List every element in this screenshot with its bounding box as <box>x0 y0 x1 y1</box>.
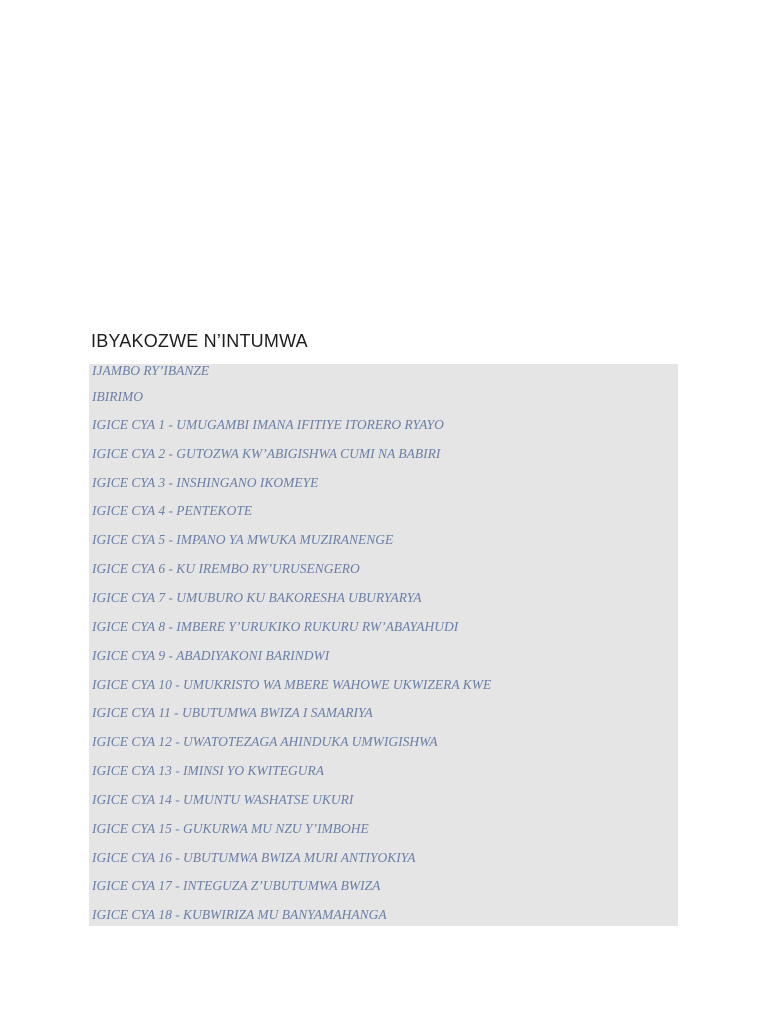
toc-link-contents[interactable]: IBIRIMO <box>92 389 143 404</box>
toc-link-chapter-9[interactable]: IGICE CYA 9 - ABADIYAKONI BARINDWI <box>92 648 330 663</box>
toc-link-chapter-3[interactable]: IGICE CYA 3 - INSHINGANO IKOMEYE <box>92 475 319 490</box>
document-title: IBYAKOZWE N’INTUMWA <box>91 331 308 351</box>
toc-link-chapter-15[interactable]: IGICE CYA 15 - GUKURWA MU NZU Y’IMBOHE <box>92 821 369 836</box>
toc-link-chapter-14[interactable]: IGICE CYA 14 - UMUNTU WASHATSE UKURI <box>92 792 354 807</box>
toc-link-chapter-8[interactable]: IGICE CYA 8 - IMBERE Y’URUKIKO RUKURU RW’ABAYAHUDI <box>92 619 459 634</box>
toc-link-chapter-7[interactable]: IGICE CYA 7 - UMUBURO KU BAKORESHA UBURYARYA <box>92 590 422 605</box>
table-of-contents <box>89 364 678 926</box>
toc-link-chapter-2[interactable]: IGICE CYA 2 - GUTOZWA KW’ABIGISHWA CUMI NA BABIRI <box>92 446 441 461</box>
toc-link-chapter-6[interactable]: IGICE CYA 6 - KU IREMBO RY’URUSENGERO <box>92 561 360 576</box>
toc-link-chapter-18[interactable]: IGICE CYA 18 - KUBWIRIZA MU BANYAMAHANGA <box>92 907 387 922</box>
toc-link-chapter-16[interactable]: IGICE CYA 16 - UBUTUMWA BWIZA MURI ANTIYOKIYA <box>92 850 416 865</box>
toc-link-chapter-4[interactable]: IGICE CYA 4 - PENTEKOTE <box>92 503 253 518</box>
toc-link-chapter-5[interactable]: IGICE CYA 5 - IMPANO YA MWUKA MUZIRANENGE <box>92 532 394 547</box>
toc-link-chapter-11[interactable]: IGICE CYA 11 - UBUTUMWA BWIZA I SAMARIYA <box>92 705 373 720</box>
toc-link-chapter-13[interactable]: IGICE CYA 13 - IMINSI YO KWITEGURA <box>92 763 325 778</box>
toc-link-chapter-12[interactable]: IGICE CYA 12 - UWATOTEZAGA AHINDUKA UMWIGISHWA <box>92 734 438 749</box>
toc-link-chapter-1[interactable]: IGICE CYA 1 - UMUGAMBI IMANA IFITIYE ITORERO RYAYO <box>92 417 444 432</box>
toc-link-chapter-17[interactable]: IGICE CYA 17 - INTEGUZA Z’UBUTUMWA BWIZA <box>92 878 381 893</box>
toc-link-chapter-10[interactable]: IGICE CYA 10 - UMUKRISTO WA MBERE WAHOWE UKWIZERA KWE <box>92 677 492 692</box>
toc-link-foreword[interactable]: IJAMBO RY’IBANZE <box>92 363 210 378</box>
